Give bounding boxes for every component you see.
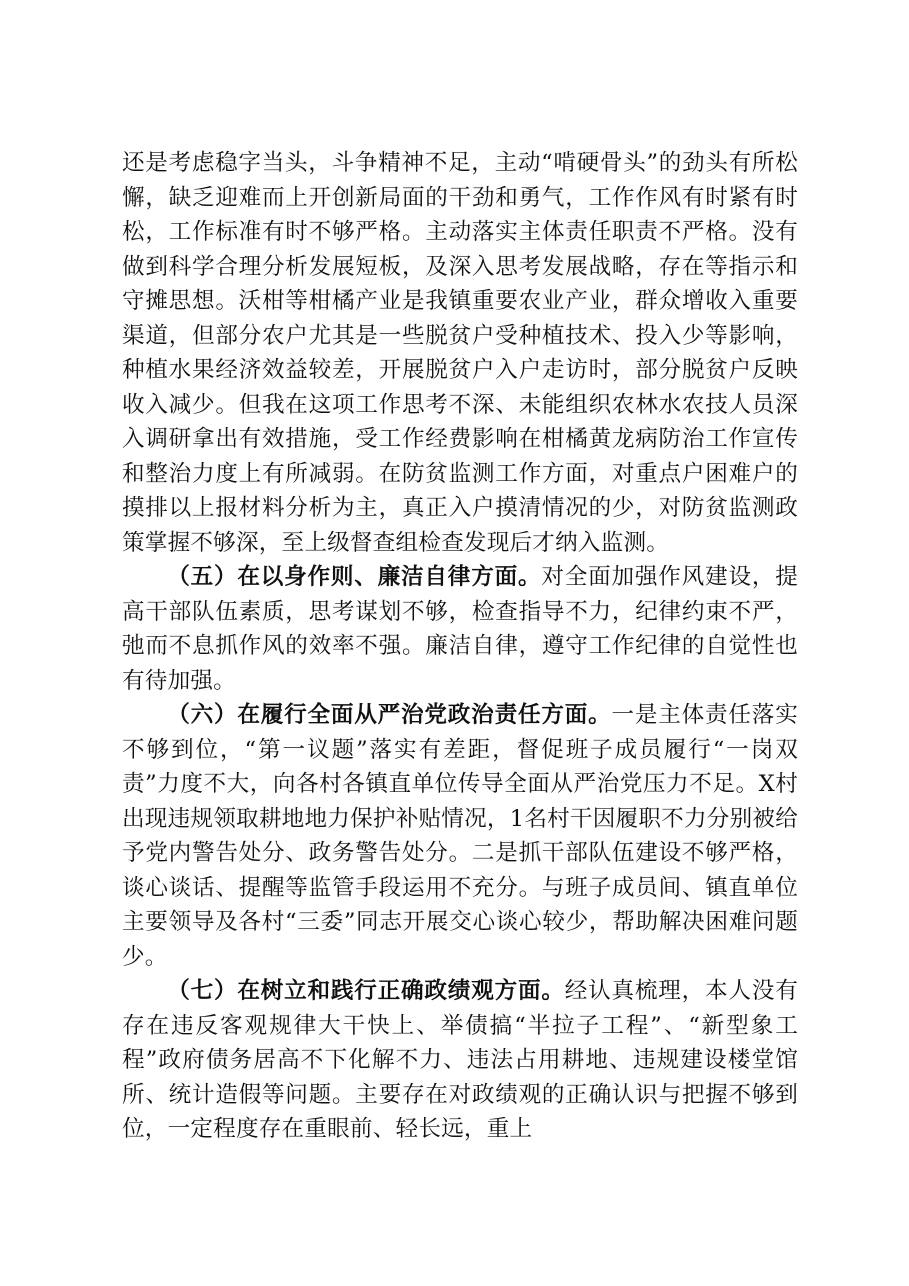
paragraph-body: 经认真梳理，本人没有存在违反客观规律大干快上、举债搞“半拉子工程”、“新型象工程”政府债务居高不下化解不力、违法占用耕地、违规建设楼堂馆所、统计造假等问题。主要存在对政绩观的正确认识与把握不够到位，一定程度存在重眼前、轻长远，重上 [122,978,798,1142]
paragraph-section-5 [122,560,798,698]
document-body [122,146,798,1147]
paragraph-body: 对全面加强作风建设，提高干部队伍素质，思考谋划不够，检查指导不力，纪律约束不严，弛而不息抓作风的效率不强。廉洁自律，遵守工作纪律的自觉性也有待加强。 [122,564,799,694]
paragraph-section-6 [122,698,798,974]
paragraph-section-7 [122,974,798,1147]
section-heading: （五）在以身作则、廉洁自律方面。 [167,564,542,590]
paragraph-body: 一是主体责任落实不够到位，“第一议题”落实有差距，督促班子成员履行“一岗双责”力度不大，向各村各镇直单位传导全面从严治党压力不足。X村出现违规领取耕地地力保护补贴情况，1名村干因履职不力分别被给予党内警告处分、政务警告处分。二是抓干部队伍建设不够严格，谈心谈话、提醒等监管手段运用不充分。与班子成员间、镇直单位主要领导及各村“三委”同志开展交心谈心较少，帮助解决困难问题少。 [122,702,798,970]
section-heading: （七）在树立和践行正确政绩观方面。 [167,978,565,1004]
paragraph-body: 还是考虑稳字当头，斗争精神不足，主动“啃硬骨头”的劲头有所松懈，缺乏迎难而上开创新局面的干劲和勇气，工作作风有时紧有时松，工作标准有时不够严格。主动落实主体责任职责不严格。没有做到科学合理分析发展短板，及深入思考发展战略，存在等指示和守摊思想。沃柑等柑橘产业是我镇重要农业产业，群众增收入重要渠道，但部分农户尤其是一些脱贫户受种植技术、投入少等影响，种植水果经济效益较差，开展脱贫户入户走访时，部分脱贫户反映收入减少。但我在这项工作思考不深、未能组织农林水农技人员深入调研拿出有效措施，受工作经费影响在柑橘黄龙病防治工作宣传和整治力度上有所减弱。在防贫监测工作方面，对重点户困难户的摸排以上报材料分析为主，真正入户摸清情况的少，对防贫监测政策掌握不够深，至上级督查组检查发现后才纳入监测。 [122,150,798,556]
section-heading: （六）在履行全面从严治党政治责任方面。 [167,702,612,728]
paragraph-continuation [122,146,798,560]
